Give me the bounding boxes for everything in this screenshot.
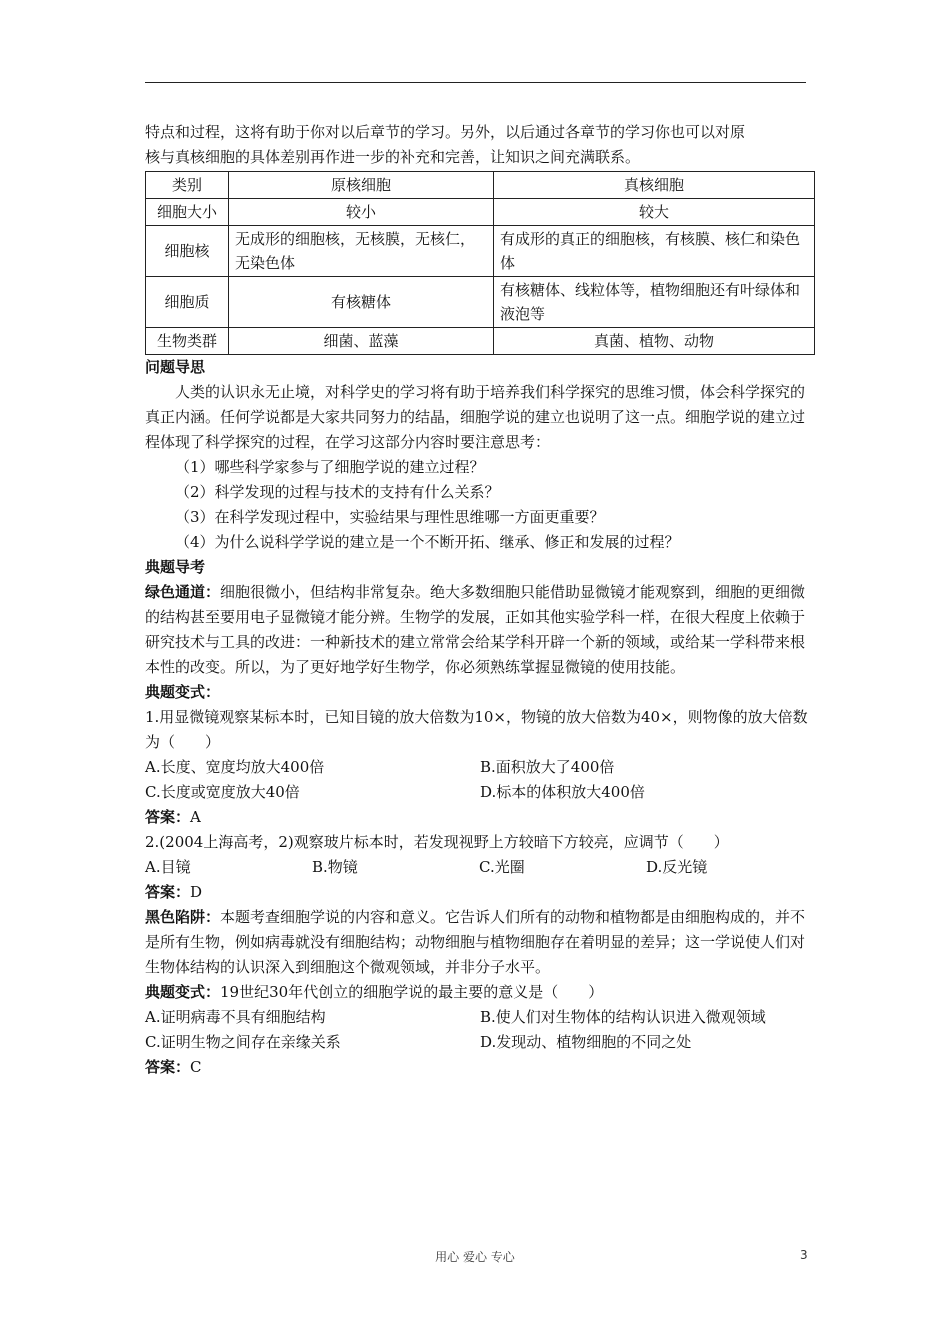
green-channel-text: 细胞很微小，但结构非常复杂。绝大多数细胞只能借助显微镜才能观察到，细胞的更细微的结构甚至要用电子显微镜才能分辨。生物学的发展，正如其他实验学科一样，在很大程度上依赖于研究技术与工具的改进：一种新技术的建立常常会给某学科开辟一个新的领域，或给某一学科带来根本性的改变。所以，为了更好地学好生物学，你必须熟练掌握显微镜的使用技能。 xyxy=(145,583,806,676)
option: B.物镜 xyxy=(312,858,358,876)
question-1-options-row xyxy=(145,755,815,780)
table-header: 原核细胞 xyxy=(229,172,494,199)
black-trap-paragraph xyxy=(145,905,815,980)
option: B.面积放大了400倍 xyxy=(480,758,615,776)
question-2: 2.(2004上海高考，2)观察玻片标本时，若发现视野上方较暗下方较亮，应调节（ ） xyxy=(145,833,729,851)
option: C.证明生物之间存在亲缘关系 xyxy=(145,1033,341,1051)
question-3-text: 19世纪30年代创立的细胞学说的最主要的意义是（ ） xyxy=(220,983,604,1001)
answer-label: 答案： xyxy=(145,883,191,901)
table-cell: 细菌、蓝藻 xyxy=(229,328,494,355)
table-cell: 较小 xyxy=(229,199,494,226)
answer-value: A xyxy=(190,808,201,826)
question-3-options-row xyxy=(145,1030,815,1055)
table-cell: 有核糖体、线粒体等，植物细胞还有叶绿体和液泡等 xyxy=(494,277,815,328)
table-cell: 细胞大小 xyxy=(146,199,229,226)
option: A.证明病毒不具有细胞结构 xyxy=(145,1008,326,1026)
table-row xyxy=(146,226,815,277)
table-cell: 细胞核 xyxy=(146,226,229,277)
answer-3 xyxy=(145,1055,815,1080)
table-cell: 真菌、植物、动物 xyxy=(494,328,815,355)
green-channel-paragraph xyxy=(145,580,815,680)
table-header: 真核细胞 xyxy=(494,172,815,199)
answer-value: C xyxy=(190,1058,202,1076)
table-cell: 较大 xyxy=(494,199,815,226)
question-3-options-row xyxy=(145,1005,815,1030)
question-item: （1）哪些科学家参与了细胞学说的建立过程？ xyxy=(175,458,485,476)
option: D.标本的体积放大400倍 xyxy=(480,783,645,801)
black-trap-label: 黑色陷阱： xyxy=(145,908,221,926)
table-header: 类别 xyxy=(146,172,229,199)
black-trap-text: 本题考查细胞学说的内容和意义。它告诉人们所有的动物和植物都是由细胞构成的，并不是所有生物，例如病毒就没有细胞结构；动物细胞与植物细胞存在着明显的差异；这一学说使人们对生物体结构的认识深入到细胞这个微观领域，并非分子水平。 xyxy=(145,908,806,976)
answer-2 xyxy=(145,880,815,905)
question-1: 1.用显微镜观察某标本时，已知目镜的放大倍数为10×，物镜的放大倍数为40×，则物像的放大倍数为（ ） xyxy=(145,708,808,751)
table-row xyxy=(146,277,815,328)
option: C.长度或宽度放大40倍 xyxy=(145,783,300,801)
section-title-exam: 典题导考 xyxy=(145,558,206,576)
table-cell: 有成形的真正的细胞核，有核膜、核仁和染色体 xyxy=(494,226,815,277)
question-item: （3）在科学发现过程中，实验结果与理性思维哪一方面更重要？ xyxy=(175,508,605,526)
answer-1 xyxy=(145,805,815,830)
option: C.光圈 xyxy=(479,858,525,876)
question-2-options-row xyxy=(145,855,815,880)
footer-motto: 用心 爱心 专心 xyxy=(435,1250,515,1264)
table-cell: 生物类群 xyxy=(146,328,229,355)
option: A.目镜 xyxy=(145,858,191,876)
intro-line-2: 核与真核细胞的具体差别再作进一步的补充和完善，让知识之间充满联系。 xyxy=(145,148,641,166)
table-header-row xyxy=(146,172,815,199)
intro-line-1: 特点和过程，这将有助于你对以后章节的学习。另外，以后通过各章节的学习你也可以对原 xyxy=(145,123,746,141)
answer-value: D xyxy=(190,883,203,901)
option: B.使人们对生物体的结构认识进入微观领域 xyxy=(480,1008,766,1026)
section-title-questions: 问题导思 xyxy=(145,358,206,376)
table-row xyxy=(146,199,815,226)
question-item: （4）为什么说科学学说的建立是一个不断开拓、继承、修正和发展的过程？ xyxy=(175,533,680,551)
answer-label: 答案： xyxy=(145,808,191,826)
question-1-options-row xyxy=(145,780,815,805)
page-content xyxy=(145,120,815,1080)
answer-label: 答案： xyxy=(145,1058,191,1076)
header-rule xyxy=(145,82,806,83)
variant-label: 典题变式： xyxy=(145,983,221,1001)
option: D.反光镜 xyxy=(646,858,708,876)
variant-heading: 典题变式： xyxy=(145,683,221,701)
option: D.发现动、植物细胞的不同之处 xyxy=(480,1033,692,1051)
table-cell: 有核糖体 xyxy=(229,277,494,328)
table-cell: 无成形的细胞核，无核膜，无核仁，无染色体 xyxy=(229,226,494,277)
green-channel-label: 绿色通道： xyxy=(145,583,221,601)
question-3 xyxy=(145,980,815,1005)
questions-paragraph: 人类的认识永无止境，对科学史的学习将有助于培养我们科学探究的思维习惯，体会科学探究的真正内涵。任何学说都是大家共同努力的结晶，细胞学说的建立也说明了这一点。细胞学说的建立过程体现了科学探究的过程，在学习这部分内容时要注意思考： xyxy=(145,383,806,451)
question-item: （2）科学发现的过程与技术的支持有什么关系？ xyxy=(175,483,500,501)
page-number: 3 xyxy=(800,1248,808,1262)
comparison-table xyxy=(145,171,815,355)
option: A.长度、宽度均放大400倍 xyxy=(145,758,325,776)
table-cell: 细胞质 xyxy=(146,277,229,328)
table-row xyxy=(146,328,815,355)
